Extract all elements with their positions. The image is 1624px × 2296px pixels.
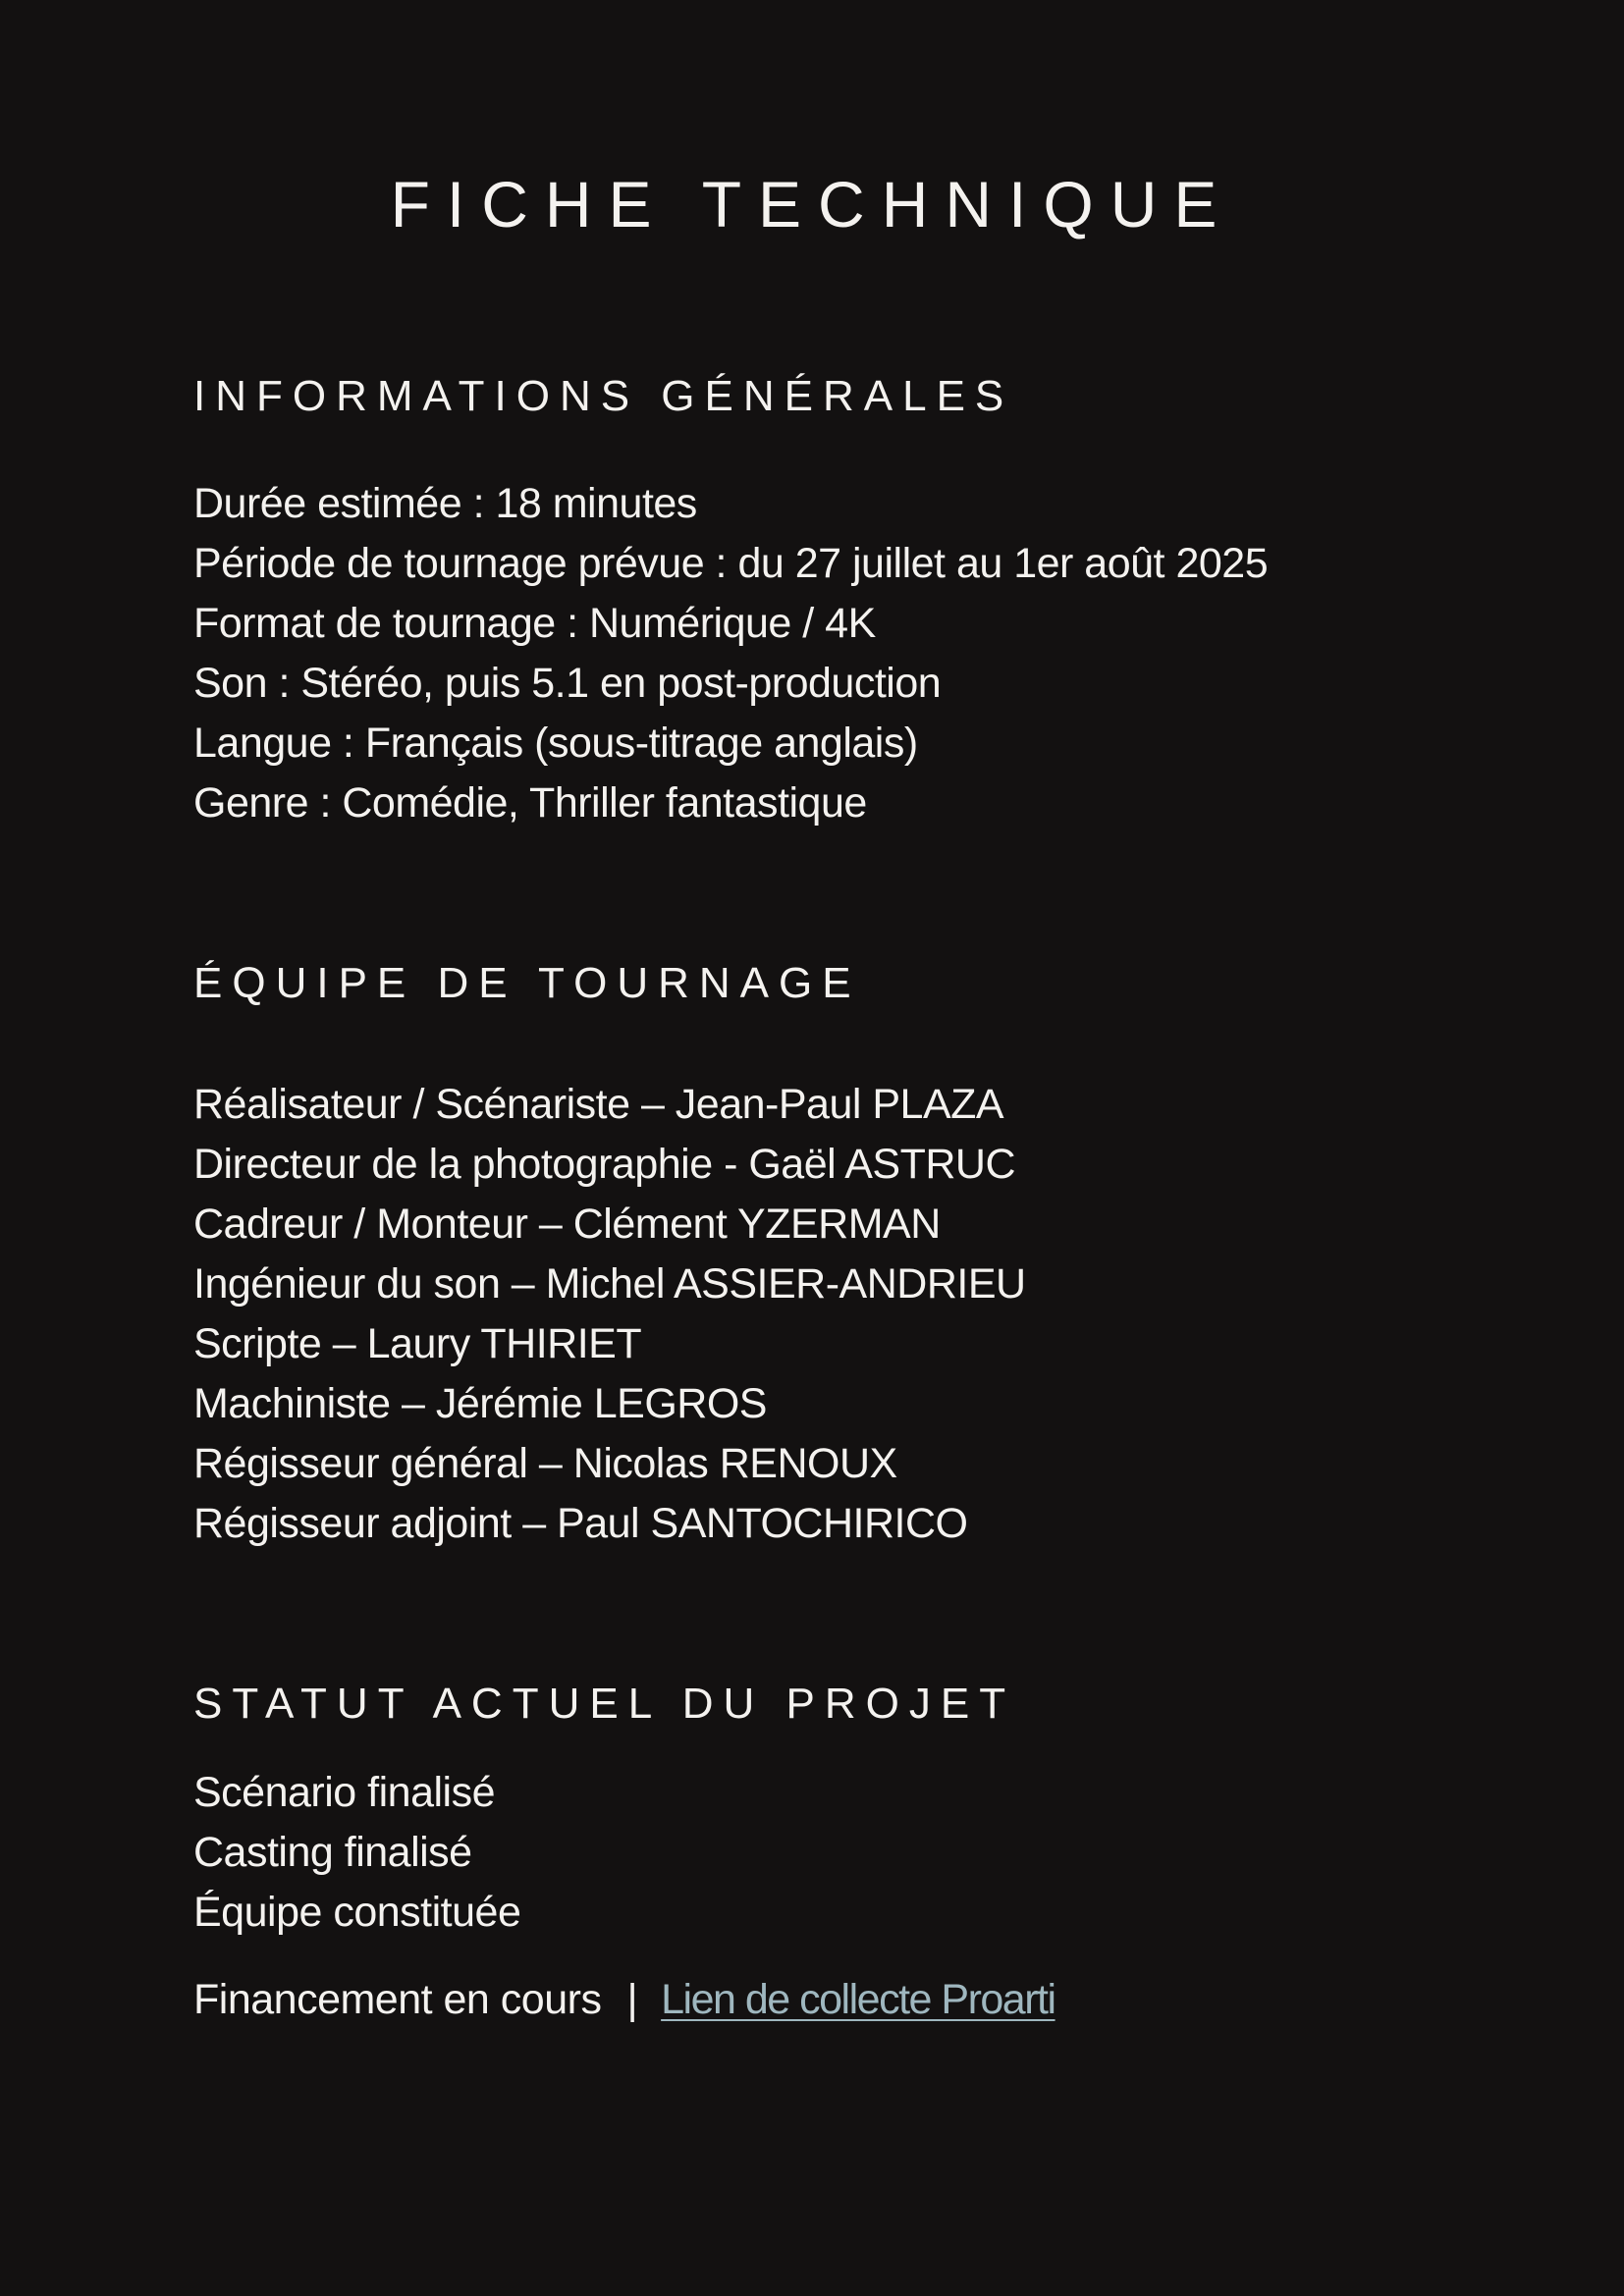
- info-language: Langue : Français (sous-titrage anglais): [193, 720, 918, 767]
- crew-list: [193, 1075, 1026, 1554]
- separator: |: [626, 1976, 638, 2023]
- crew-sound-engineer: Ingénieur du son – Michel ASSIER-ANDRIEU: [193, 1260, 1026, 1308]
- general-info-list: [193, 474, 1268, 833]
- funding-label: Financement en cours: [193, 1976, 602, 2023]
- crew-script: Scripte – Laury THIRIET: [193, 1320, 642, 1367]
- crew-dop: Directeur de la photographie - Gaël ASTRUC: [193, 1141, 1016, 1188]
- status-casting: Casting finalisé: [193, 1829, 472, 1876]
- section-heading-status: STATUT ACTUEL DU PROJET: [193, 1680, 1016, 1728]
- section-heading-general: INFORMATIONS GÉNÉRALES: [193, 372, 1014, 420]
- status-list: [193, 1763, 520, 1943]
- crew-director: Réalisateur / Scénariste – Jean-Paul PLAZA: [193, 1081, 1004, 1128]
- section-heading-crew: ÉQUIPE DE TOURNAGE: [193, 959, 861, 1007]
- crew-grip: Machiniste – Jérémie LEGROS: [193, 1380, 767, 1427]
- info-format: Format de tournage : Numérique / 4K: [193, 600, 876, 647]
- crew-general-manager: Régisseur général – Nicolas RENOUX: [193, 1440, 897, 1487]
- funding-row: [193, 1970, 1056, 2030]
- proarti-collect-link[interactable]: Lien de collecte Proarti: [661, 1976, 1056, 2023]
- info-sound: Son : Stéréo, puis 5.1 en post-production: [193, 660, 942, 707]
- status-script: Scénario finalisé: [193, 1769, 496, 1816]
- info-duration: Durée estimée : 18 minutes: [193, 480, 697, 527]
- status-crew: Équipe constituée: [193, 1889, 521, 1936]
- crew-camera-editor: Cadreur / Monteur – Clément YZERMAN: [193, 1201, 941, 1248]
- page-title: FICHE TECHNIQUE: [390, 168, 1234, 240]
- crew-assistant-manager: Régisseur adjoint – Paul SANTOCHIRICO: [193, 1500, 968, 1547]
- info-genre: Genre : Comédie, Thriller fantastique: [193, 779, 867, 827]
- info-shooting-period: Période de tournage prévue : du 27 juillet au 1er août 2025: [193, 540, 1269, 587]
